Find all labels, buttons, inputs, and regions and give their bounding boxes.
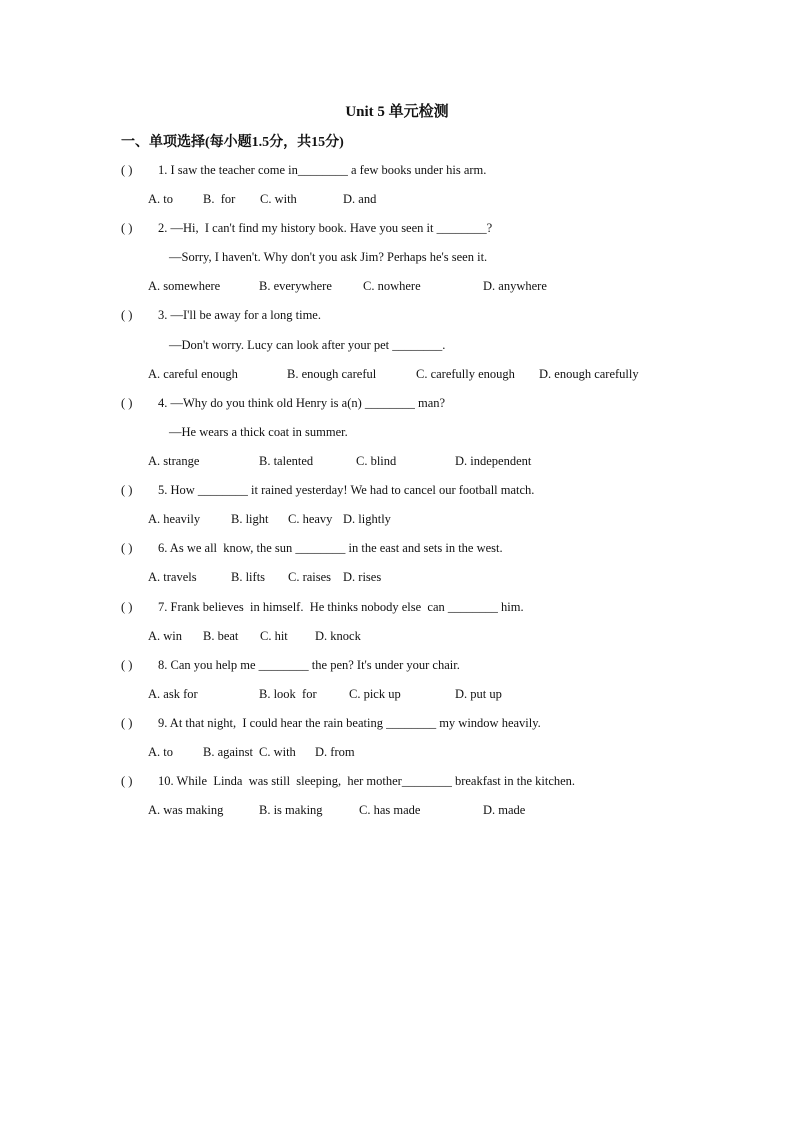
option-b: B. everywhere <box>259 279 332 293</box>
question-stem: 9. At that night, I could hear the rain beating ________ my window heavily. <box>158 716 541 730</box>
option-d: D. enough carefully <box>539 367 639 381</box>
option-b: B. light <box>231 512 269 526</box>
option-a: A. to <box>148 192 173 206</box>
question-dialogue: —He wears a thick coat in summer. <box>169 425 348 439</box>
question-stem: 4. —Why do you think old Henry is a(n) ________ man? <box>158 396 446 410</box>
option-d: D. lightly <box>343 512 391 526</box>
option-b: B. enough careful <box>287 367 377 381</box>
option-a: A. was making <box>148 803 224 817</box>
option-b: B. talented <box>259 454 314 468</box>
option-a: A. heavily <box>148 512 201 526</box>
option-b: B. for <box>203 192 236 206</box>
question-stem: 3. —I'll be away for a long time. <box>158 308 321 322</box>
question-stem: 8. Can you help me ________ the pen? It's under your chair. <box>158 658 460 672</box>
option-c: C. blind <box>356 454 397 468</box>
answer-blank: ( ) <box>121 396 133 410</box>
option-a: A. to <box>148 745 173 759</box>
option-c: C. hit <box>260 629 288 643</box>
answer-blank: ( ) <box>121 483 133 497</box>
section-heading: 一、单项选择(每小题1.5分，共15分) <box>121 135 344 150</box>
option-d: D. rises <box>343 570 382 584</box>
option-b: B. beat <box>203 629 239 643</box>
option-c: C. with <box>260 192 297 206</box>
answer-blank: ( ) <box>121 658 133 672</box>
option-d: D. knock <box>315 629 361 643</box>
answer-blank: ( ) <box>121 541 133 555</box>
option-b: B. lifts <box>231 570 266 584</box>
question-stem: 6. As we all know, the sun ________ in the east and sets in the west. <box>158 541 503 555</box>
answer-blank: ( ) <box>121 163 133 177</box>
answer-blank: ( ) <box>121 600 133 614</box>
option-d: D. made <box>483 803 526 817</box>
option-a: A. win <box>148 629 183 643</box>
option-d: D. from <box>315 745 355 759</box>
option-c: C. has made <box>359 803 421 817</box>
option-c: C. nowhere <box>363 279 421 293</box>
page-title: Unit 5 单元检测 <box>345 104 449 120</box>
option-b: B. against <box>203 745 253 759</box>
option-d: D. put up <box>455 687 502 701</box>
option-c: C. carefully enough <box>416 367 515 381</box>
option-c: C. with <box>259 745 296 759</box>
option-a: A. ask for <box>148 687 198 701</box>
option-a: A. careful enough <box>148 367 238 381</box>
question-dialogue: —Don't worry. Lucy can look after your pet ________. <box>169 338 446 352</box>
option-d: D. and <box>343 192 377 206</box>
answer-blank: ( ) <box>121 221 133 235</box>
option-d: D. independent <box>455 454 532 468</box>
question-stem: 5. How ________ it rained yesterday! We had to cancel our football match. <box>158 483 535 497</box>
option-c: C. pick up <box>349 687 401 701</box>
answer-blank: ( ) <box>121 774 133 788</box>
option-a: A. travels <box>148 570 197 584</box>
question-dialogue: —Sorry, I haven't. Why don't you ask Jim? Perhaps he's seen it. <box>169 250 488 264</box>
question-stem: 7. Frank believes in himself. He thinks nobody else can ________ him. <box>158 600 524 614</box>
answer-blank: ( ) <box>121 308 133 322</box>
question-stem: 1. I saw the teacher come in________ a few books under his arm. <box>158 163 487 177</box>
option-b: B. look for <box>259 687 317 701</box>
answer-blank: ( ) <box>121 716 133 730</box>
option-c: C. raises <box>288 570 332 584</box>
question-stem: 2. —Hi, I can't find my history book. Have you seen it ________? <box>158 221 493 235</box>
option-a: A. strange <box>148 454 200 468</box>
option-d: D. anywhere <box>483 279 547 293</box>
option-b: B. is making <box>259 803 323 817</box>
option-c: C. heavy <box>288 512 333 526</box>
option-a: A. somewhere <box>148 279 221 293</box>
question-stem: 10. While Linda was still sleeping, her mother________ breakfast in the kitchen. <box>158 774 576 788</box>
